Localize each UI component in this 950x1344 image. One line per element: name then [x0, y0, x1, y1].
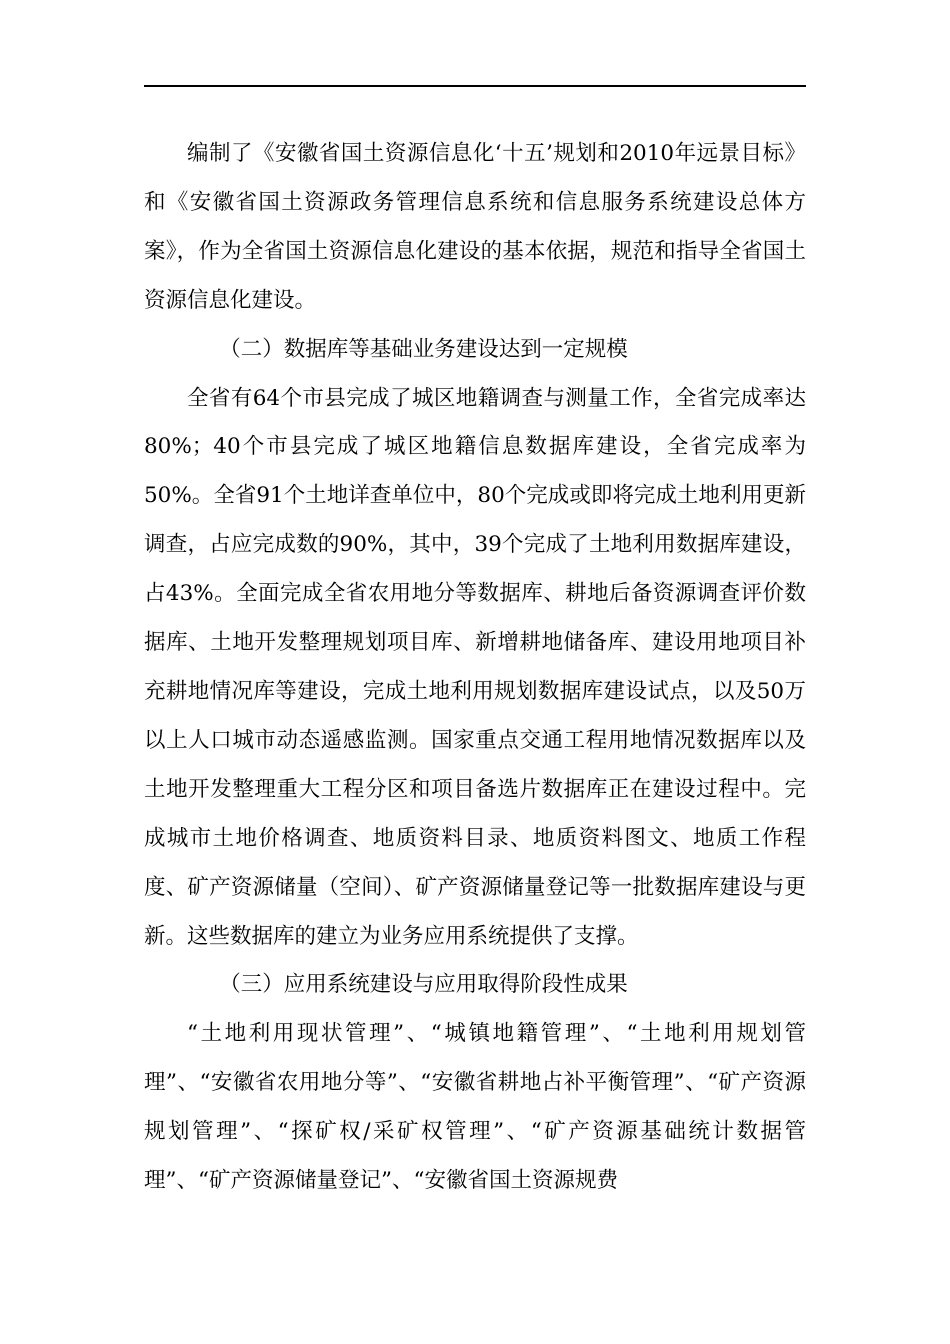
section-heading-applications: （三）应用系统建设与应用取得阶段性成果 — [219, 972, 628, 998]
paragraph-application-systems: “土地利用现状管理”、“城镇地籍管理”、“土地利用规划管理”、“安徽省农用地分等”、“安徽省耕地占补平衡管理”、“矿产资源规划管理”、“探矿权/采矿权管理”、“矿产资源基础统计数据管理”、“矿产资源储量登记”、“安徽省国土资源规费 — [144, 1021, 806, 1194]
document-body — [144, 130, 806, 1206]
paragraph-database-progress: 全省有64个市县完成了城区地籍调查与测量工作，全省完成率达80%；40个市县完成了城区地籍信息数据库建设，全省完成率为50%。全省91个土地详查单位中，80个完成或即将完成土地利用更新调查，占应完成数的90%，其中，39个完成了土地利用数据库建设，占43%。全面完成全省农用地分等数据库、耕地后备资源调查评价数据库、土地开发整理规划项目库、新增耕地储备库、建设用地项目补充耕地情况库等建设，完成土地利用规划数据库建设试点，以及50万以上人口城市动态遥感监测。国家重点交通工程用地情况数据库以及土地开发整理重大工程分区和项目备选片数据库正在建设过程中。完成城市土地价格调查、地质资料目录、地质资料图文、地质工作程度、矿产资源储量（空间）、矿产资源储量登记等一批数据库建设与更新。这些数据库的建立为业务应用系统提供了支撑。 — [144, 385, 806, 949]
header-rule — [144, 85, 806, 87]
section-heading-database: （二）数据库等基础业务建设达到一定规模 — [219, 336, 628, 362]
paragraph-planning-documents: 编制了《安徽省国土资源信息化‘十五’规划和2010年远景目标》和《安徽省国土资源政务管理信息系统和信息服务系统建设总体方案》，作为全省国土资源信息化建设的基本依据，规范和指导全省国土资源信息化建设。 — [144, 141, 806, 313]
